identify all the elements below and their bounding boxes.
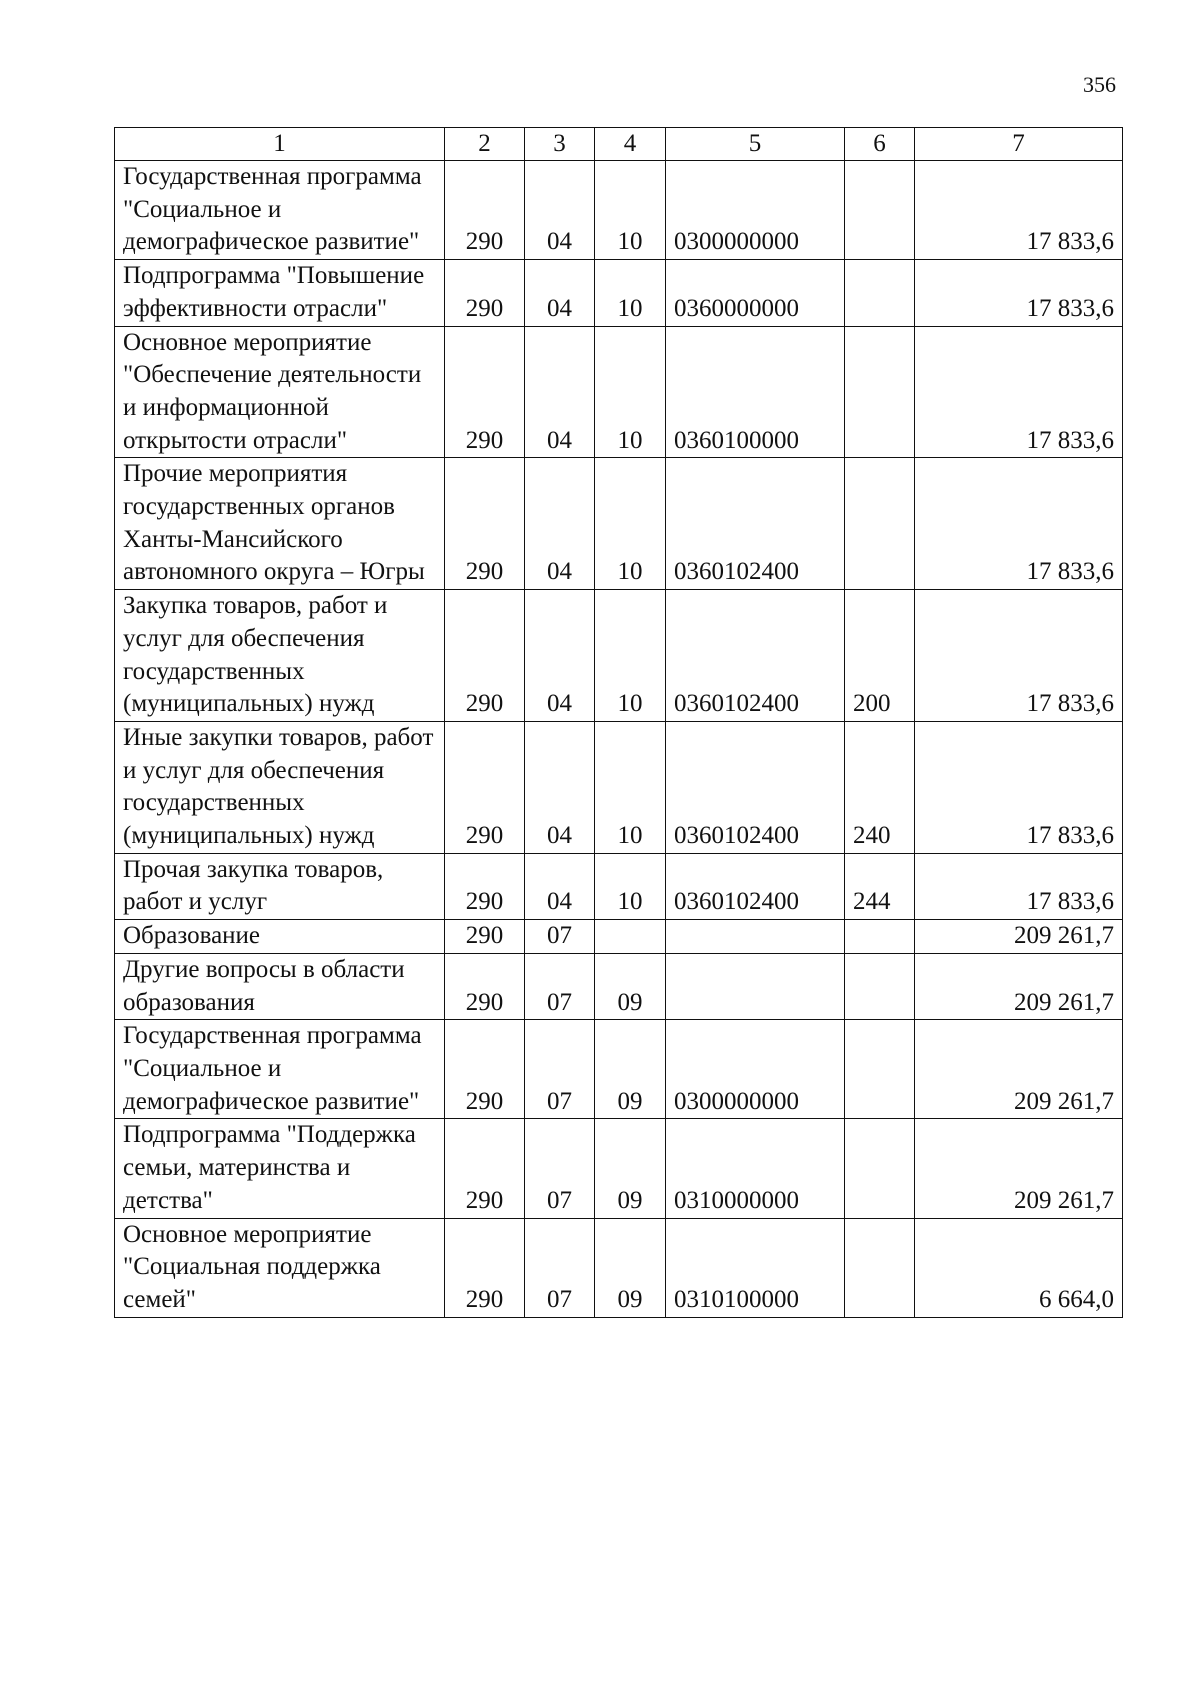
pr-code-cell: 10 [595,721,666,853]
sum-cell: 17 833,6 [915,326,1123,458]
ved-code-cell: 290 [445,920,525,954]
rz-code-cell: 04 [525,326,595,458]
ved-code-cell: 290 [445,590,525,722]
csr-code-cell: 0310100000 [666,1218,845,1317]
rz-code-cell: 07 [525,920,595,954]
budget-table [114,127,1123,1318]
sum-cell: 17 833,6 [915,721,1123,853]
rz-code-cell: 07 [525,1218,595,1317]
csr-code-cell [666,953,845,1019]
vr-code-cell [845,260,915,326]
table-body [115,161,1123,1318]
csr-code-cell: 0360102400 [666,721,845,853]
table-row [115,721,1123,853]
ved-code-cell: 290 [445,1218,525,1317]
table-row [115,853,1123,919]
header-cell-col3: 3 [525,128,595,161]
csr-code-cell: 0300000000 [666,1020,845,1119]
row-name-cell: Образование [115,920,445,954]
vr-code-cell [845,326,915,458]
csr-code-cell: 0360000000 [666,260,845,326]
header-cell-col5: 5 [666,128,845,161]
pr-code-cell: 09 [595,1020,666,1119]
ved-code-cell: 290 [445,1119,525,1218]
sum-cell: 209 261,7 [915,1020,1123,1119]
vr-code-cell: 240 [845,721,915,853]
table-header [115,128,1123,161]
ved-code-cell: 290 [445,458,525,590]
sum-cell: 17 833,6 [915,458,1123,590]
row-name-cell: Государственная программа "Социальное и демографическое развитие" [115,161,445,260]
row-name-cell: Прочие мероприятия государственных органов Ханты-Мансийского автономного округа – Югры [115,458,445,590]
pr-code-cell [595,920,666,954]
sum-cell: 209 261,7 [915,920,1123,954]
sum-cell: 17 833,6 [915,590,1123,722]
vr-code-cell [845,920,915,954]
table-row [115,161,1123,260]
sum-cell: 17 833,6 [915,161,1123,260]
ved-code-cell: 290 [445,853,525,919]
rz-code-cell: 04 [525,721,595,853]
table-row [115,326,1123,458]
vr-code-cell: 244 [845,853,915,919]
pr-code-cell: 10 [595,853,666,919]
rz-code-cell: 04 [525,458,595,590]
row-name-cell: Закупка товаров, работ и услуг для обеспечения государственных (муниципальных) нужд [115,590,445,722]
sum-cell: 17 833,6 [915,260,1123,326]
rz-code-cell: 04 [525,161,595,260]
pr-code-cell: 10 [595,326,666,458]
rz-code-cell: 04 [525,260,595,326]
table-row [115,260,1123,326]
row-name-cell: Подпрограмма "Повышение эффективности отрасли" [115,260,445,326]
table-row [115,458,1123,590]
pr-code-cell: 10 [595,458,666,590]
pr-code-cell: 09 [595,953,666,1019]
csr-code-cell: 0360102400 [666,853,845,919]
csr-code-cell: 0310000000 [666,1119,845,1218]
rz-code-cell: 07 [525,1119,595,1218]
vr-code-cell: 200 [845,590,915,722]
csr-code-cell: 0360100000 [666,326,845,458]
table-row [115,1119,1123,1218]
csr-code-cell [666,920,845,954]
pr-code-cell: 09 [595,1218,666,1317]
csr-code-cell: 0300000000 [666,161,845,260]
ved-code-cell: 290 [445,326,525,458]
row-name-cell: Государственная программа "Социальное и демографическое развитие" [115,1020,445,1119]
rz-code-cell: 07 [525,1020,595,1119]
table-row [115,953,1123,1019]
ved-code-cell: 290 [445,260,525,326]
header-cell-col4: 4 [595,128,666,161]
csr-code-cell: 0360102400 [666,458,845,590]
ved-code-cell: 290 [445,721,525,853]
csr-code-cell: 0360102400 [666,590,845,722]
pr-code-cell: 10 [595,260,666,326]
table-row [115,1218,1123,1317]
vr-code-cell [845,161,915,260]
row-name-cell: Основное мероприятие "Социальная поддержка семей" [115,1218,445,1317]
header-cell-col2: 2 [445,128,525,161]
sum-cell: 17 833,6 [915,853,1123,919]
row-name-cell: Иные закупки товаров, работ и услуг для обеспечения государственных (муниципальных) нужд [115,721,445,853]
header-cell-col1: 1 [115,128,445,161]
row-name-cell: Прочая закупка товаров, работ и услуг [115,853,445,919]
row-name-cell: Другие вопросы в области образования [115,953,445,1019]
rz-code-cell: 07 [525,953,595,1019]
table-row [115,920,1123,954]
pr-code-cell: 09 [595,1119,666,1218]
vr-code-cell [845,1218,915,1317]
vr-code-cell [845,1119,915,1218]
vr-code-cell [845,1020,915,1119]
pr-code-cell: 10 [595,161,666,260]
sum-cell: 6 664,0 [915,1218,1123,1317]
pr-code-cell: 10 [595,590,666,722]
table-row [115,590,1123,722]
rz-code-cell: 04 [525,853,595,919]
ved-code-cell: 290 [445,1020,525,1119]
header-cell-col6: 6 [845,128,915,161]
header-row [115,128,1123,161]
page-number: 356 [1083,72,1116,97]
ved-code-cell: 290 [445,953,525,1019]
vr-code-cell [845,953,915,1019]
sum-cell: 209 261,7 [915,1119,1123,1218]
table-row [115,1020,1123,1119]
vr-code-cell [845,458,915,590]
row-name-cell: Основное мероприятие "Обеспечение деятельности и информационной открытости отрасли" [115,326,445,458]
header-cell-col7: 7 [915,128,1123,161]
sum-cell: 209 261,7 [915,953,1123,1019]
ved-code-cell: 290 [445,161,525,260]
row-name-cell: Подпрограмма "Поддержка семьи, материнства и детства" [115,1119,445,1218]
rz-code-cell: 04 [525,590,595,722]
